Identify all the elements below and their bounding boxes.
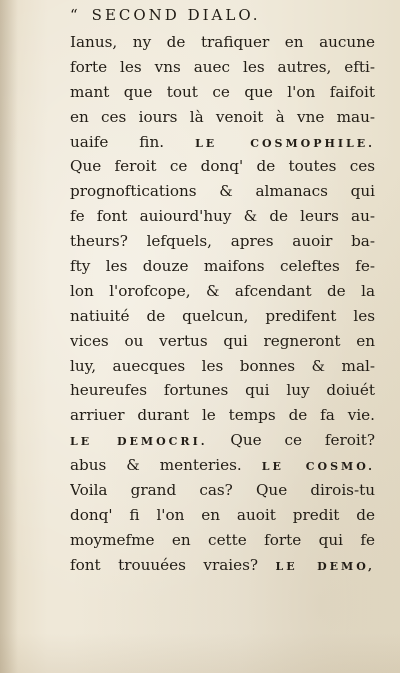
text-line bbox=[70, 403, 375, 428]
text-line bbox=[70, 329, 375, 354]
text-segment: Ianus, ny de trafiquer en aucune bbox=[70, 33, 375, 51]
text-line bbox=[70, 453, 375, 478]
text-segment: heureufes fortunes qui luy doiuét bbox=[70, 381, 375, 400]
text-line bbox=[70, 105, 375, 130]
speaker-name: LE COSMO. bbox=[261, 460, 375, 474]
page-bottom-edge bbox=[0, 633, 400, 673]
text-line bbox=[70, 254, 375, 279]
text-segment: arriuer durant le temps de fa vie. bbox=[70, 406, 375, 425]
text-segment: font trouuées vraies? bbox=[70, 555, 276, 574]
speaker-name: LE DEMOCRI. bbox=[70, 435, 208, 449]
text-line bbox=[70, 80, 375, 105]
spine-shadow bbox=[0, 0, 18, 673]
text-segment: abus & menteries. bbox=[70, 456, 262, 475]
text-line bbox=[70, 55, 375, 80]
text-line bbox=[70, 503, 375, 528]
running-head-title: SECOND DIALO. bbox=[91, 6, 261, 24]
opening-quote-mark: “ bbox=[70, 6, 78, 24]
text-segment: donq' fi l'on en auoit predit de bbox=[70, 505, 375, 524]
text-segment: luy, auecques les bonnes & mal- bbox=[70, 356, 375, 375]
text-segment: Que feroit ce donq' de toutes ces bbox=[70, 157, 375, 176]
text-line bbox=[70, 553, 375, 578]
text-line bbox=[70, 378, 375, 403]
text-line bbox=[70, 354, 375, 379]
text-segment: prognoftications & almanacs qui bbox=[70, 182, 375, 201]
text-segment: fty les douze maifons celeftes fe- bbox=[70, 257, 375, 276]
text-segment: uaife fin. bbox=[70, 132, 196, 151]
body-text bbox=[70, 30, 375, 578]
text-segment: fe font auiourd'huy & de leurs au- bbox=[70, 207, 375, 226]
text-line bbox=[70, 229, 375, 254]
text-segment: forte les vns auec les autres, efti- bbox=[70, 57, 375, 76]
text-line bbox=[70, 304, 375, 329]
text-segment: Que ce feroit? bbox=[207, 431, 375, 450]
text-line bbox=[70, 30, 375, 55]
text-line bbox=[70, 478, 375, 503]
text-segment: moymefme en cette forte qui fe bbox=[70, 530, 375, 549]
text-segment: mant que tout ce que l'on faifoit bbox=[70, 82, 375, 101]
speaker-name: LE COSMOPHILE. bbox=[195, 136, 375, 150]
text-line bbox=[70, 279, 375, 304]
text-line bbox=[70, 179, 375, 204]
text-segment: vices ou vertus qui regneront en bbox=[70, 331, 375, 350]
text-line bbox=[70, 204, 375, 229]
text-segment: theurs? lefquels, apres auoir ba- bbox=[70, 232, 375, 251]
text-segment: natiuité de quelcun, predifent les bbox=[70, 306, 375, 325]
text-segment: lon l'orofcope, & afcendant de la bbox=[70, 281, 375, 300]
text-segment: Voila grand cas? Que dirois-tu bbox=[70, 481, 375, 500]
running-head bbox=[70, 6, 370, 26]
text-line bbox=[70, 130, 375, 155]
text-segment: en ces iours là venoit à vne mau- bbox=[70, 107, 375, 126]
text-line bbox=[70, 528, 375, 553]
text-line bbox=[70, 154, 375, 179]
text-line bbox=[70, 428, 375, 453]
speaker-name: LE DEMO, bbox=[275, 559, 375, 573]
